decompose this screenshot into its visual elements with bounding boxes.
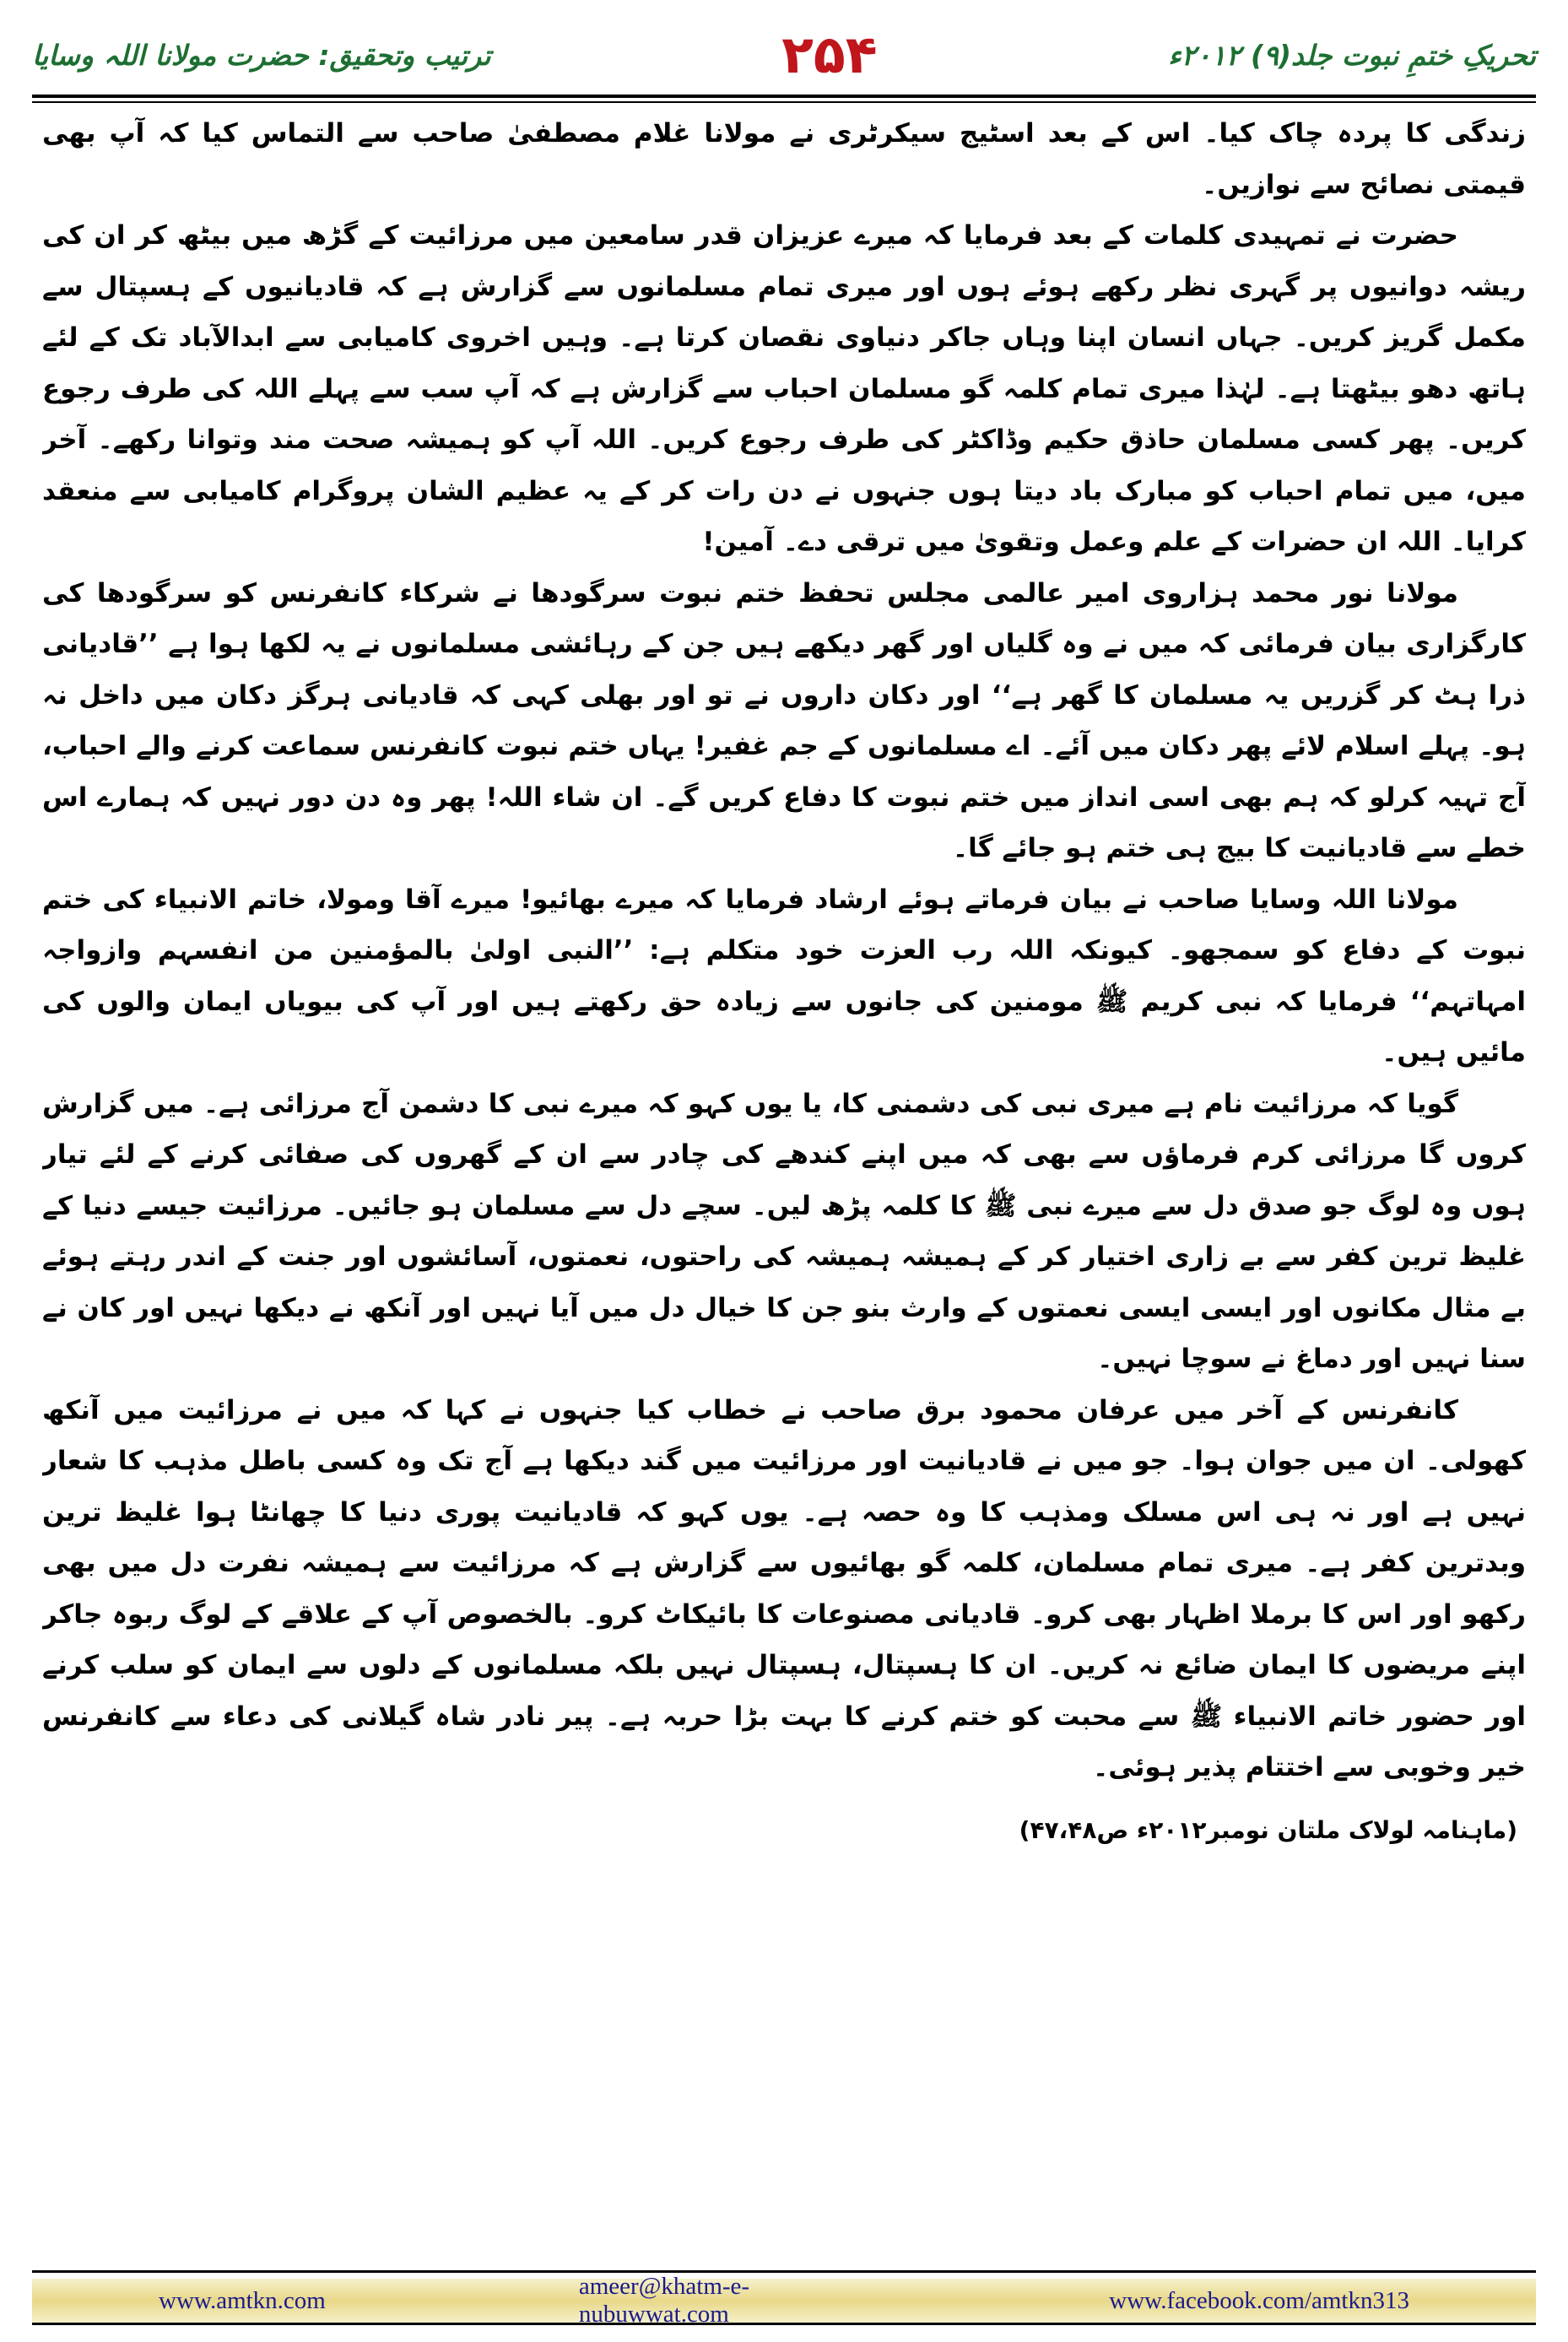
facebook-link[interactable]: www.facebook.com/amtkn313: [1109, 2286, 1409, 2314]
website-link[interactable]: www.amtkn.com: [159, 2286, 326, 2314]
page-body: [42, 108, 1526, 2209]
header-divider: [32, 95, 1536, 103]
paragraph-5: گویا کہ مرزائیت نام ہے میری نبی کی دشمنی کا، یا یوں کہو کہ میرے نبی کا دشمن آج مرزائی ہے۔ میں گزارش کروں گا مرزائی کرم فرماؤں سے بھی کہ میں اپنے کندھے کی چادر سے ان کے گھروں کی صفائی کرنے کے لئے تیار ہوں وہ لوگ جو صدق دل سے میرے نبی ﷺ کا کلمہ پڑھ لیں۔ سچے دل سے مسلمان ہو جائیں۔ مرزائیت جیسے دنیا کے غلیظ ترین کفر سے بے زاری اختیار کر کے ہمیشہ ہمیشہ کی راحتوں، نعمتوں، آسائشوں اور جنت کے اندر رہتے ہوئے بے مثال مکانوں اور ایسی ایسی نعمتوں کے وارث بنو جن کا خیال دل میں آیا نہیں اور آنکھ نے دیکھا نہیں اور کان نے سنا نہیں اور دماغ نے سوچا نہیں۔: [42, 1088, 1526, 1374]
paragraph-3: مولانا نور محمد ہزاروی امیر عالمی مجلس تحفظ ختم نبوت سرگودھا نے شرکاء کانفرنس کو سرگودھا کی کارگزاری بیان فرمائی کہ میں نے وہ گلیاں اور گھر دیکھے ہیں جن کے رہائشی مسلمانوں نے یہ لکھا ہوا ہے ’’قادیانی ذرا ہٹ کر گزریں یہ مسلمان کا گھر ہے‘‘ اور دکان داروں نے تو اور بھلی کہی کہ قادیانی ہرگز دکان میں داخل نہ ہو۔ پہلے اسلام لائے پھر دکان میں آئے۔ اے مسلمانوں کے جم غفیر! یہاں ختم نبوت کانفرنس سماعت کرنے والے احباب، آج تہیہ کرلو کہ ہم بھی اسی انداز میں ختم نبوت کا دفاع کریں گے۔ ان شاء اللہ! پھر وہ دن دور نہیں کہ ہمارے اس خطے سے قادیانیت کا بیج ہی ختم ہو جائے گا۔: [42, 577, 1526, 863]
paragraph-6: کانفرنس کے آخر میں عرفان محمود برق صاحب نے خطاب کیا جنہوں نے کہا کہ میں نے مرزائیت میں آنکھ کھولی۔ ان میں جوان ہوا۔ جو میں نے قادیانیت اور مرزائیت میں گند دیکھا ہے آج تک وہ کسی باطل مذہب کا شعار نہیں ہے اور نہ ہی اس مسلک ومذہب کا وہ حصہ ہے۔ یوں کہو کہ قادیانیت پوری دنیا کا چھانٹا ہوا غلیظ ترین وبدترین کفر ہے۔ میری تمام مسلمان، کلمہ گو بھائیوں سے گزارش ہے کہ مرزائیت سے ہمیشہ نفرت دل میں بھی رکھو اور اس کا برملا اظہار بھی کرو۔ قادیانی مصنوعات کا بائیکاٹ کرو۔ بالخصوص آپ کے علاقے کے لوگ ربوہ جاکر اپنے مریضوں کا ایمان ضائع نہ کریں۔ ان کا ہسپتال، ہسپتال نہیں بلکہ مسلمانوں کے دلوں سے ایمان کو سلب کرنے اور حضور خاتم الانبیاء ﷺ سے محبت کو ختم کرنے کا بہت بڑا حربہ ہے۔ پیر نادر شاہ گیلانی کی دعاء سے کانفرنس خیر وخوبی سے اختتام پذیر ہوئی۔: [42, 1394, 1526, 1782]
paragraph-4: مولانا اللہ وسایا صاحب نے بیان فرماتے ہوئے ارشاد فرمایا کہ میرے بھائیو! میرے آقا ومولا، خاتم الانبیاء کی ختم نبوت کے دفاع کو سمجھو۔ کیونکہ اللہ رب العزت خود متکلم ہے: ’’النبی اولیٰ بالمؤمنین من انفسہم وازواجہ امہاتہم‘‘ فرمایا کہ نبی کریم ﷺ مومنین کی جانوں سے زیادہ حق رکھتے ہیں اور آپ کی بیویاں ایمان والوں کی مائیں ہیں۔: [42, 884, 1526, 1068]
source-citation: (ماہنامہ لولاک ملتان نومبر۲۰۱۲ء ص۴۷،۴۸): [1019, 1815, 1517, 1844]
email-link[interactable]: ameer@khatm-e-nubuwwat.com: [578, 2273, 750, 2328]
page-header: [32, 25, 1536, 84]
paragraph-2: حضرت نے تمہیدی کلمات کے بعد فرمایا کہ میرے عزیزان قدر سامعین میں مرزائیت کے گڑھ میں بیٹھ کر ان کی ریشہ دوانیوں پر گہری نظر رکھے ہوئے ہوں اور میری تمام مسلمانوں سے گزارش ہے کہ قادیانیوں کے ہسپتال سے مکمل گریز کریں۔ جہاں انسان اپنا وہاں جاکر دنیاوی نقصان کرتا ہے۔ وہیں اخروی کامیابی سے ابدالآباد تک کے لئے ہاتھ دھو بیٹھتا ہے۔ لہٰذا میری تمام کلمہ گو مسلمان احباب سے گزارش ہے کہ آپ سب سے پہلے اللہ کی طرف رجوع کریں۔ پھر کسی مسلمان حاذق حکیم وڈاکٹر کی طرف رجوع کریں۔ اللہ آپ کو ہمیشہ صحت مند وتوانا رکھے۔ آخر میں، میں تمام احباب کو مبارک باد دیتا ہوں جنہوں نے دن رات کر کے یہ عظیم الشان پروگرام کامیابی سے منعقد کرایا۔ اللہ ان حضرات کے علم وعمل وتقویٰ میں ترقی دے۔ آمین!: [42, 220, 1526, 557]
paragraph-1: زندگی کا پردہ چاک کیا۔ اس کے بعد اسٹیج سیکرٹری نے مولانا غلام مصطفیٰ صاحب سے التماس کیا کہ آپ بھی قیمتی نصائح سے نوازیں۔: [42, 118, 1526, 200]
page-footer: [32, 2273, 1536, 2328]
compiler-credit: ترتیب وتحقیق: حضرت مولانا اللہ وسایا: [32, 38, 491, 72]
page-number: ۲۵۴: [781, 24, 878, 85]
book-title: تحریکِ ختمِ نبوت جلد(۹) ۲۰۱۲ء: [1168, 38, 1536, 72]
